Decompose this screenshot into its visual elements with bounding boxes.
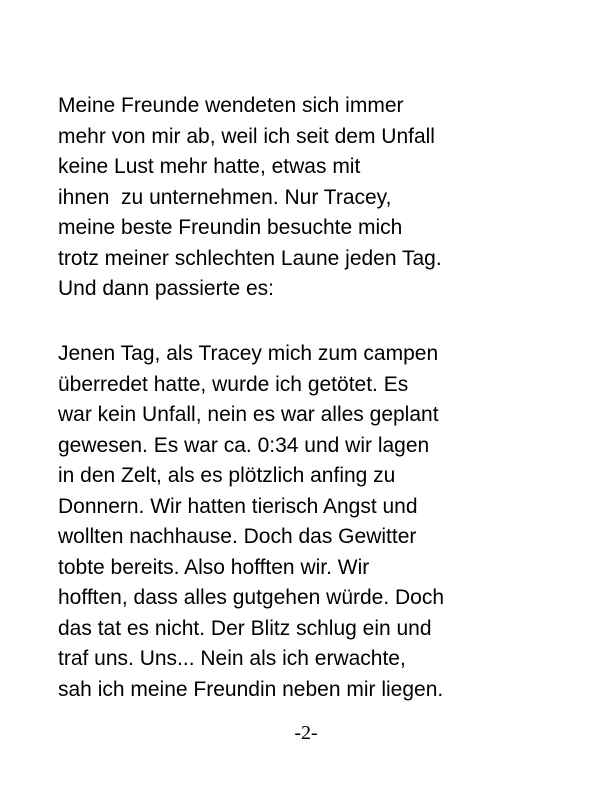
text-line: überredet hatte, wurde ich getötet. Es — [58, 372, 409, 396]
text-line: Und dann passierte es: — [58, 277, 274, 300]
text-line: tobte bereits. Also hofften wir. Wir — [58, 555, 370, 579]
text-line: Jenen Tag, als Tracey mich zum campen — [58, 342, 439, 365]
text-line: meine beste Freundin besuchte mich — [58, 216, 403, 239]
text-line: traf uns. Uns... Nein als ich erwachte, — [58, 647, 406, 670]
text-line: ihnen zu unternehmen. Nur Tracey, — [58, 185, 392, 209]
paragraph-1 — [58, 91, 442, 305]
text-line: sah ich meine Freundin neben mir liegen. — [58, 677, 444, 701]
paragraph-2 — [58, 339, 444, 705]
text-line: das tat es nicht. Der Blitz schlug ein und — [58, 616, 432, 640]
text-line: hofften, dass alles gutgehen würde. Doch — [58, 586, 445, 609]
text-line: gewesen. Es war ca. 0:34 und wir lagen — [58, 433, 430, 457]
text-line: Meine Freunde wendeten sich immer — [58, 94, 404, 117]
text-line: war kein Unfall, nein es war alles geplant — [58, 403, 439, 426]
text-line: mehr von mir ab, weil ich seit dem Unfall — [58, 124, 435, 148]
text-line: Donnern. Wir hatten tierisch Angst und — [58, 494, 418, 518]
text-line: keine Lust mehr hatte, etwas mit — [58, 155, 361, 178]
text-line: wollten nachhause. Doch das Gewitter — [58, 525, 417, 548]
text-line: trotz meiner schlechten Laune jeden Tag. — [58, 246, 442, 270]
text-line: in den Zelt, als es plötzlich anfing zu — [58, 464, 396, 487]
page-number: -2- — [294, 722, 318, 744]
